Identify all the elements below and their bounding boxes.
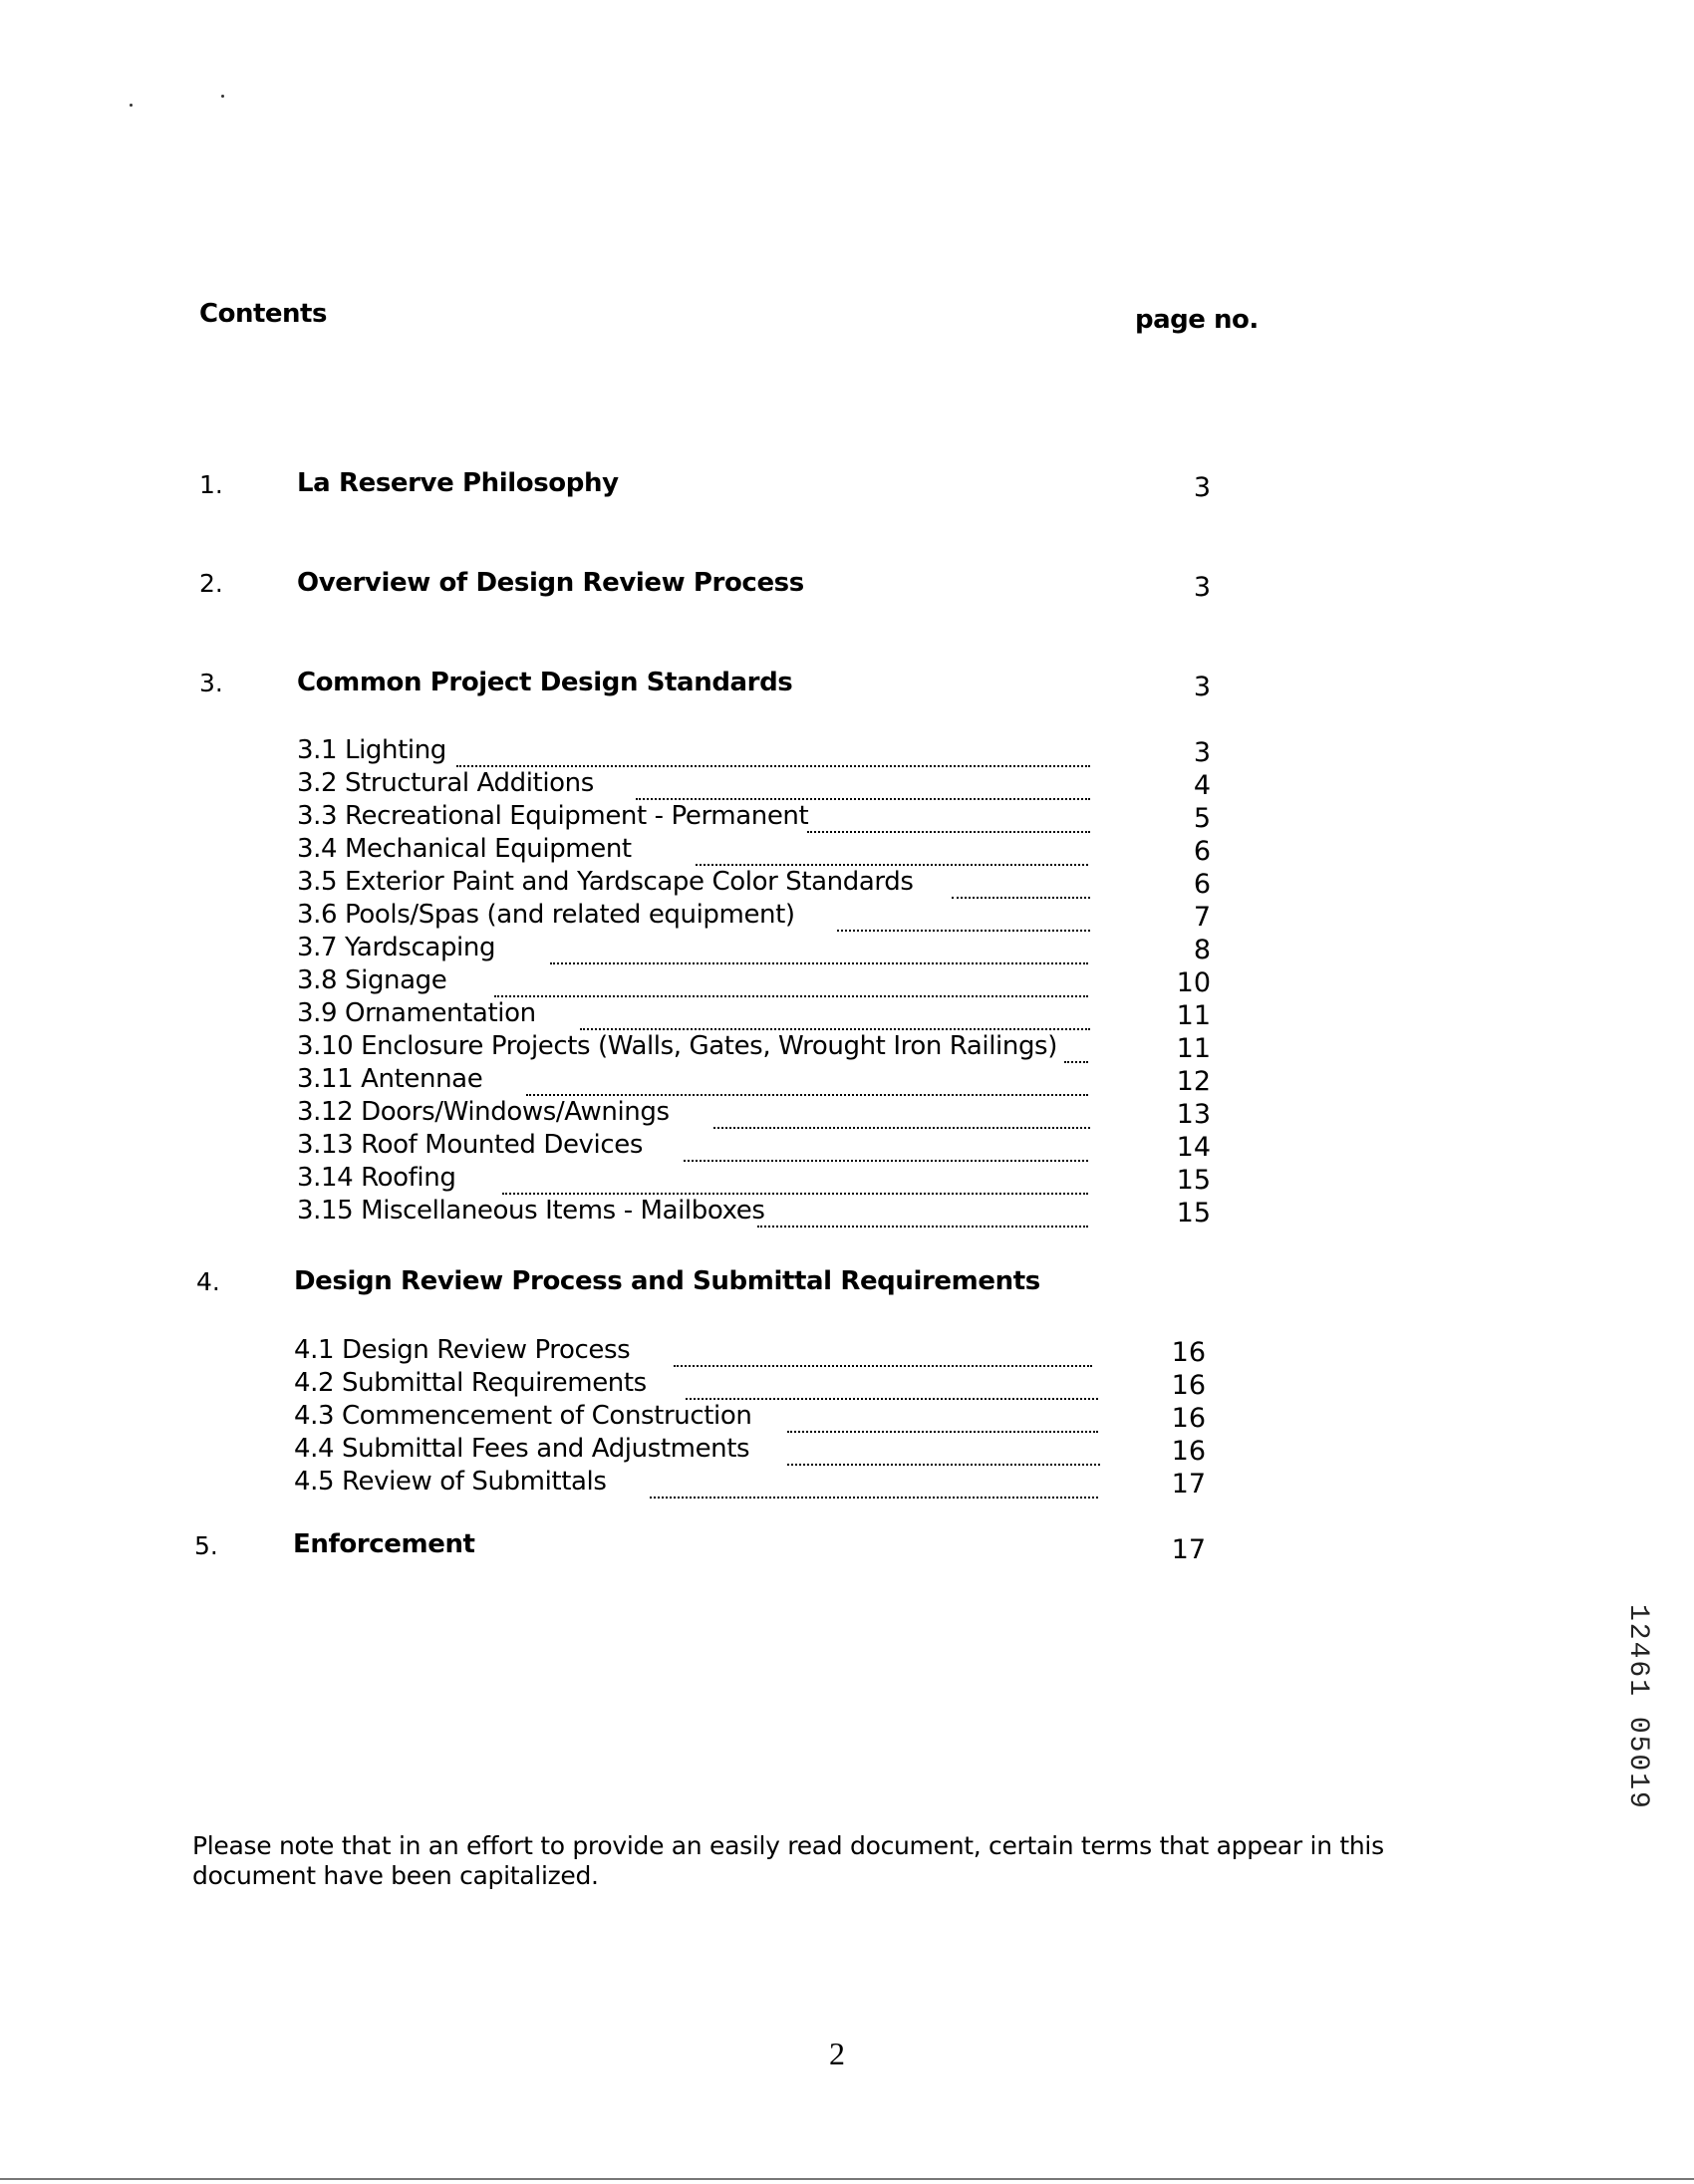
toc-entry-page: 15 bbox=[1176, 1198, 1211, 1228]
toc-entry bbox=[0, 998, 1694, 1032]
toc-entry bbox=[0, 1163, 1694, 1197]
toc-entry-page: 17 bbox=[1171, 1469, 1206, 1500]
toc-entry bbox=[0, 834, 1694, 868]
toc-entry-label: 3.3 Recreational Equipment - Permanent bbox=[297, 801, 809, 831]
toc-entry-label: 3.9 Ornamentation bbox=[297, 998, 536, 1028]
toc-entry bbox=[0, 1130, 1694, 1164]
toc-entry-label: 3.2 Structural Additions bbox=[297, 768, 594, 798]
margin-stamp: 12461 05019 bbox=[1622, 1604, 1653, 1810]
toc-entry bbox=[0, 933, 1694, 966]
section-2-title: Overview of Design Review Process bbox=[297, 568, 804, 598]
toc-entry-page: 7 bbox=[1193, 902, 1211, 933]
toc-entry-page: 6 bbox=[1193, 869, 1211, 900]
dot-leader bbox=[807, 801, 1090, 833]
toc-entry-label: 3.1 Lighting bbox=[297, 735, 446, 765]
section-5-title: Enforcement bbox=[293, 1529, 475, 1559]
dot-leader bbox=[696, 834, 1088, 866]
toc-entry-label: 3.14 Roofing bbox=[297, 1163, 456, 1193]
toc-entry-page: 14 bbox=[1176, 1132, 1211, 1163]
dot-leader bbox=[1064, 1031, 1088, 1063]
dot-leader bbox=[713, 1097, 1090, 1129]
toc-entry-label: 3.15 Miscellaneous Items - Mailboxes bbox=[297, 1196, 765, 1226]
toc-entry-label: 3.7 Yardscaping bbox=[297, 933, 496, 962]
toc-entry-label: 3.12 Doors/Windows/Awnings bbox=[297, 1097, 670, 1127]
dot-leader bbox=[757, 1196, 1088, 1228]
toc-entry-page: 8 bbox=[1193, 935, 1211, 965]
toc-entry bbox=[0, 1434, 1694, 1468]
dot-leader bbox=[787, 1401, 1098, 1433]
toc-entry-page: 4 bbox=[1193, 770, 1211, 801]
dot-leader bbox=[494, 965, 1088, 997]
dot-leader bbox=[686, 1368, 1098, 1400]
toc-entry-page: 16 bbox=[1171, 1436, 1206, 1467]
toc-entry bbox=[0, 1196, 1694, 1229]
toc-entry-label: 3.6 Pools/Spas (and related equipment) bbox=[297, 900, 795, 930]
toc-entry bbox=[0, 801, 1694, 835]
toc-entry-label: 3.4 Mechanical Equipment bbox=[297, 834, 632, 864]
toc-entry-label: 3.13 Roof Mounted Devices bbox=[297, 1130, 644, 1160]
page-no-heading: page no. bbox=[1135, 305, 1259, 335]
toc-entry-page: 15 bbox=[1176, 1165, 1211, 1196]
toc-entry-label: 3.5 Exterior Paint and Yardscape Color Standards bbox=[297, 867, 914, 897]
section-2-number: 2. bbox=[199, 569, 223, 598]
section-2-page: 3 bbox=[1193, 572, 1211, 603]
toc-entry-label: 4.1 Design Review Process bbox=[294, 1335, 631, 1365]
toc-entry bbox=[0, 1031, 1694, 1065]
toc-entry bbox=[0, 1467, 1694, 1501]
toc-entry-page: 12 bbox=[1176, 1066, 1211, 1097]
toc-entry bbox=[0, 867, 1694, 901]
toc-entry bbox=[0, 1401, 1694, 1435]
toc-entry-page: 11 bbox=[1176, 1033, 1211, 1064]
toc-entry-page: 16 bbox=[1171, 1370, 1206, 1401]
section-5-number: 5. bbox=[194, 1531, 218, 1560]
toc-entry-page: 6 bbox=[1193, 836, 1211, 867]
capitalization-note: Please note that in an effort to provide an easily read document, certain terms that appear in this document have been capitalized. bbox=[192, 1831, 1384, 1890]
toc-entry-label: 4.2 Submittal Requirements bbox=[294, 1368, 647, 1398]
section-4-title: Design Review Process and Submittal Requirements bbox=[294, 1266, 1040, 1296]
dot-leader bbox=[580, 998, 1090, 1030]
toc-entry-page: 10 bbox=[1176, 967, 1211, 998]
toc-entry bbox=[0, 965, 1694, 999]
toc-entry bbox=[0, 1335, 1694, 1369]
dot-leader bbox=[502, 1163, 1088, 1195]
dot-leader bbox=[787, 1434, 1100, 1466]
page-number: 2 bbox=[829, 2036, 845, 2071]
toc-entry-page: 13 bbox=[1176, 1099, 1211, 1130]
toc-entry-page: 16 bbox=[1171, 1403, 1206, 1434]
section-3-number: 3. bbox=[199, 669, 223, 697]
toc-entry-page: 3 bbox=[1193, 737, 1211, 768]
scan-speck bbox=[221, 95, 224, 98]
toc-entry bbox=[0, 900, 1694, 934]
dot-leader bbox=[684, 1130, 1088, 1162]
section-3-title: Common Project Design Standards bbox=[297, 668, 793, 697]
toc-entry bbox=[0, 735, 1694, 769]
contents-heading: Contents bbox=[199, 299, 327, 329]
dot-leader bbox=[636, 768, 1090, 800]
section-3-page: 3 bbox=[1193, 672, 1211, 702]
dot-leader bbox=[456, 735, 1090, 767]
dot-leader bbox=[550, 933, 1088, 964]
toc-entry-label: 4.5 Review of Submittals bbox=[294, 1467, 607, 1497]
toc-entry-label: 4.3 Commencement of Construction bbox=[294, 1401, 752, 1431]
section-1-number: 1. bbox=[199, 470, 223, 499]
dot-leader bbox=[650, 1467, 1098, 1499]
toc-entry-label: 3.8 Signage bbox=[297, 965, 447, 995]
toc-entry-page: 5 bbox=[1193, 803, 1211, 834]
toc-entry bbox=[0, 1368, 1694, 1402]
dot-leader bbox=[837, 900, 1090, 932]
toc-entry-label: 4.4 Submittal Fees and Adjustments bbox=[294, 1434, 750, 1464]
section-1-title: La Reserve Philosophy bbox=[297, 468, 619, 498]
dot-leader bbox=[674, 1335, 1092, 1367]
section-5-page: 17 bbox=[1171, 1534, 1206, 1565]
toc-entry-label: 3.11 Antennae bbox=[297, 1064, 483, 1094]
toc-entry bbox=[0, 768, 1694, 802]
toc-entry bbox=[0, 1064, 1694, 1098]
section-1-page: 3 bbox=[1193, 472, 1211, 503]
dot-leader bbox=[952, 867, 1090, 899]
toc-entry bbox=[0, 1097, 1694, 1131]
scan-speck bbox=[130, 104, 133, 107]
scan-edge-line bbox=[0, 2178, 1694, 2180]
dot-leader bbox=[526, 1064, 1088, 1096]
toc-entry-label: 3.10 Enclosure Projects (Walls, Gates, Wrought Iron Railings) bbox=[297, 1031, 1057, 1061]
toc-entry-page: 16 bbox=[1171, 1337, 1206, 1368]
section-4-number: 4. bbox=[196, 1267, 220, 1296]
toc-entry-page: 11 bbox=[1176, 1000, 1211, 1031]
